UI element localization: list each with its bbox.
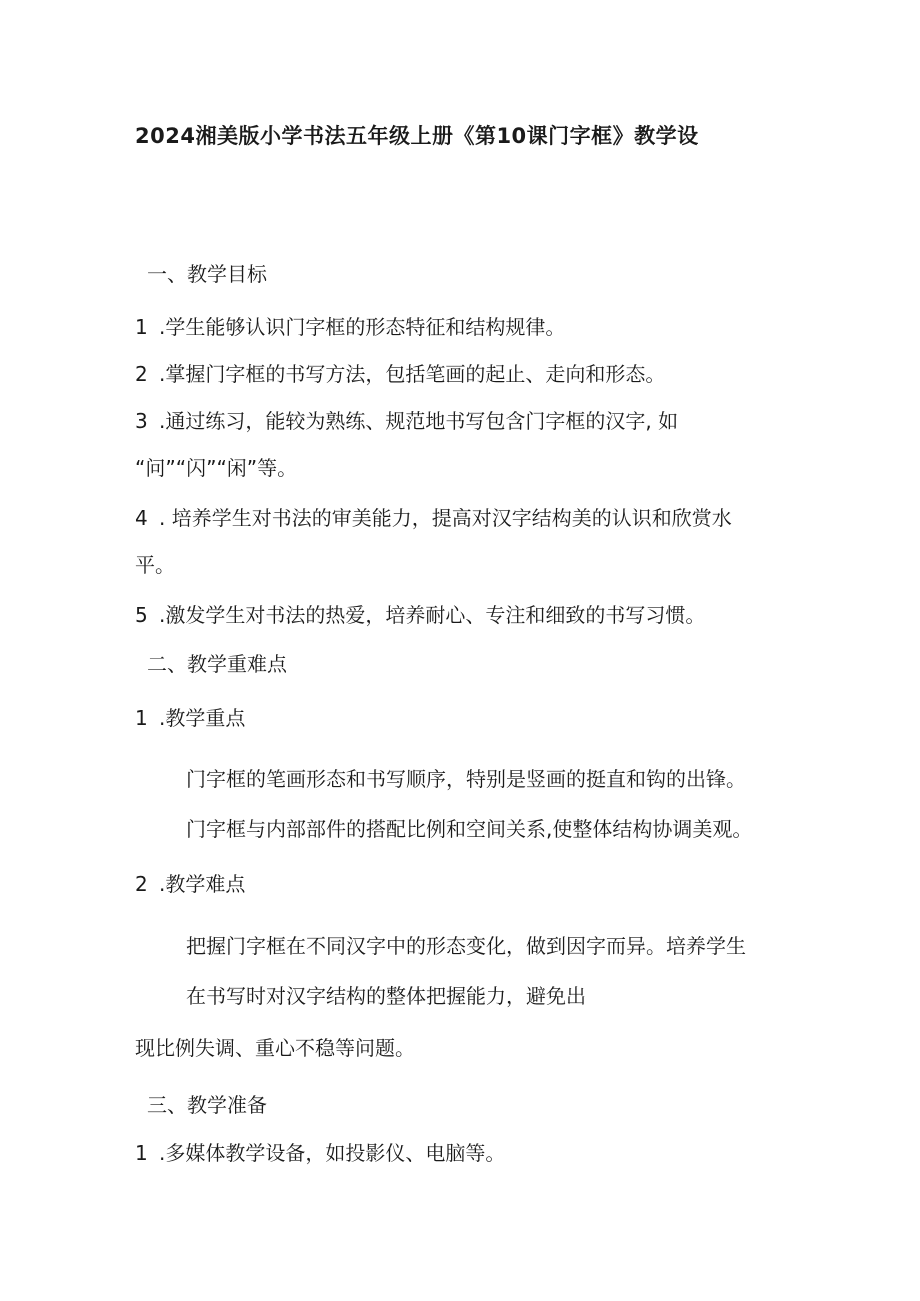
list-item-number: 3 <box>135 409 148 433</box>
section-heading-key-points: 二、教学重难点 <box>147 652 287 676</box>
list-item-text: .多媒体教学设备，如投影仪、电脑等。 <box>159 1141 506 1165</box>
list-item-number: 1 <box>135 315 148 339</box>
section-heading-preparation: 三、教学准备 <box>147 1093 267 1117</box>
paragraph-line: 在书写时对汉字结构的整体把握能力，避免出 <box>186 984 586 1008</box>
list-item-continuation: 平。 <box>135 553 175 577</box>
list-item <box>135 601 705 629</box>
list-item-number: 1 <box>135 706 148 730</box>
list-item-number: 2 <box>135 872 148 896</box>
list-item <box>135 313 565 341</box>
paragraph-line: 把握门字框在不同汉字中的形态变化，做到因字而异。培养学生 <box>186 934 746 958</box>
subsection-heading-key <box>135 704 245 732</box>
list-item-number: 1 <box>135 1141 148 1165</box>
list-item-text: .激发学生对书法的热爱，培养耐心、专注和细致的书写习惯。 <box>159 603 706 627</box>
list-item-text: . 培养学生对书法的审美能力，提高对汉字结构美的认识和欣赏水 <box>159 506 732 530</box>
section-heading-objectives: 一、教学目标 <box>147 262 267 286</box>
paragraph-line: 门字框的笔画形态和书写顺序，特别是竖画的挺直和钩的出锋。 <box>186 767 746 791</box>
list-item-text: .学生能够认识门字框的形态特征和结构规律。 <box>159 315 566 339</box>
list-item-text: .掌握门字框的书写方法，包括笔画的起止、走向和形态。 <box>159 362 666 386</box>
list-item-number: 2 <box>135 362 148 386</box>
list-item <box>135 407 678 435</box>
paragraph-line: 门字框与内部部件的搭配比例和空间关系,使整体结构协调美观。 <box>186 817 753 841</box>
list-item-number: 5 <box>135 603 148 627</box>
subsection-heading-difficult <box>135 870 245 898</box>
list-item-number: 4 <box>135 506 148 530</box>
list-item <box>135 1139 505 1167</box>
subsection-label: .教学难点 <box>159 872 246 896</box>
list-item-continuation: “问”“闪”“闲”等。 <box>135 456 298 480</box>
paragraph-line: 现比例失调、重心不稳等问题。 <box>135 1036 415 1060</box>
list-item <box>135 504 732 532</box>
list-item-text: .通过练习，能较为熟练、规范地书写包含门字框的汉字, 如 <box>159 409 679 433</box>
list-item <box>135 360 665 388</box>
document-title: 2024湘美版小学书法五年级上册《第10课门字框》教学设 <box>135 124 699 148</box>
subsection-label: .教学重点 <box>159 706 246 730</box>
